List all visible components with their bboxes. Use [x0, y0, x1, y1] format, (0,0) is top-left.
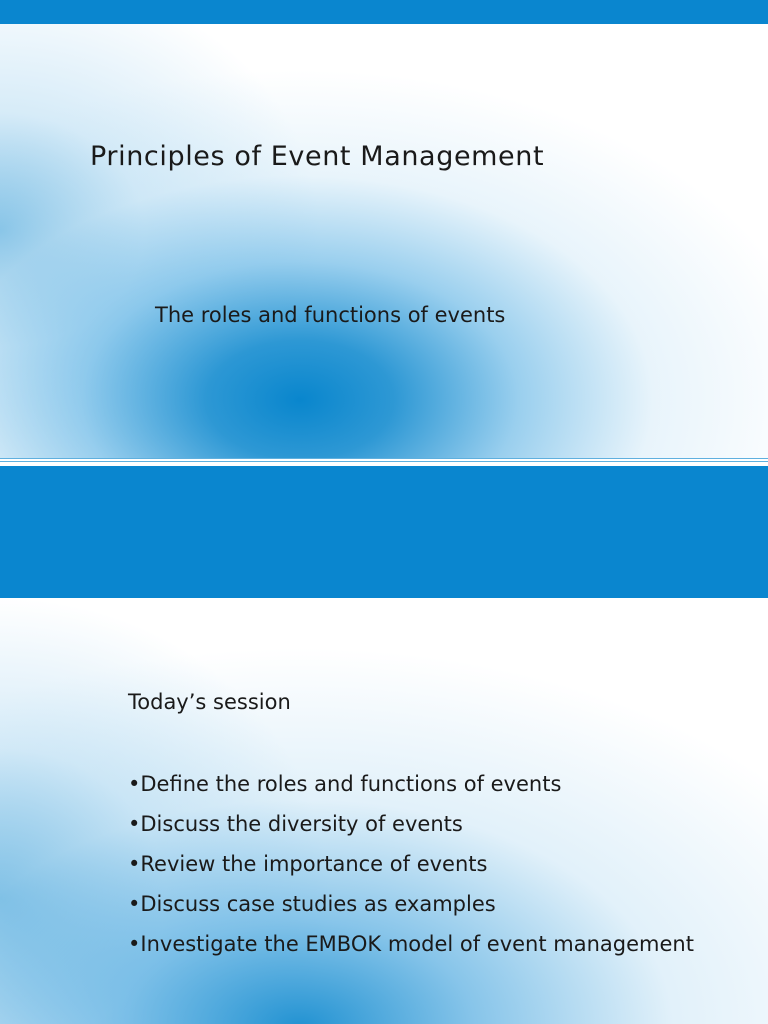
divider-line-top [0, 458, 768, 459]
slide-background-gradient [0, 0, 768, 458]
slide-title: Principles of Event Management [90, 141, 545, 172]
agenda-item: •Investigate the EMBOK model of event management [128, 932, 694, 956]
session-heading: Today’s session [128, 690, 291, 714]
slide-subtitle: The roles and functions of events [155, 303, 506, 327]
agenda-slide [0, 598, 768, 1024]
agenda-item: •Define the roles and functions of events [128, 772, 562, 796]
slide-separator-band [0, 466, 768, 598]
agenda-item: •Review the importance of events [128, 852, 488, 876]
top-accent-bar [0, 0, 768, 24]
agenda-list [128, 770, 728, 958]
title-slide [0, 0, 768, 458]
agenda-item: •Discuss case studies as examples [128, 892, 496, 916]
agenda-item: •Discuss the diversity of events [128, 812, 463, 836]
divider-line-bottom [0, 461, 768, 462]
